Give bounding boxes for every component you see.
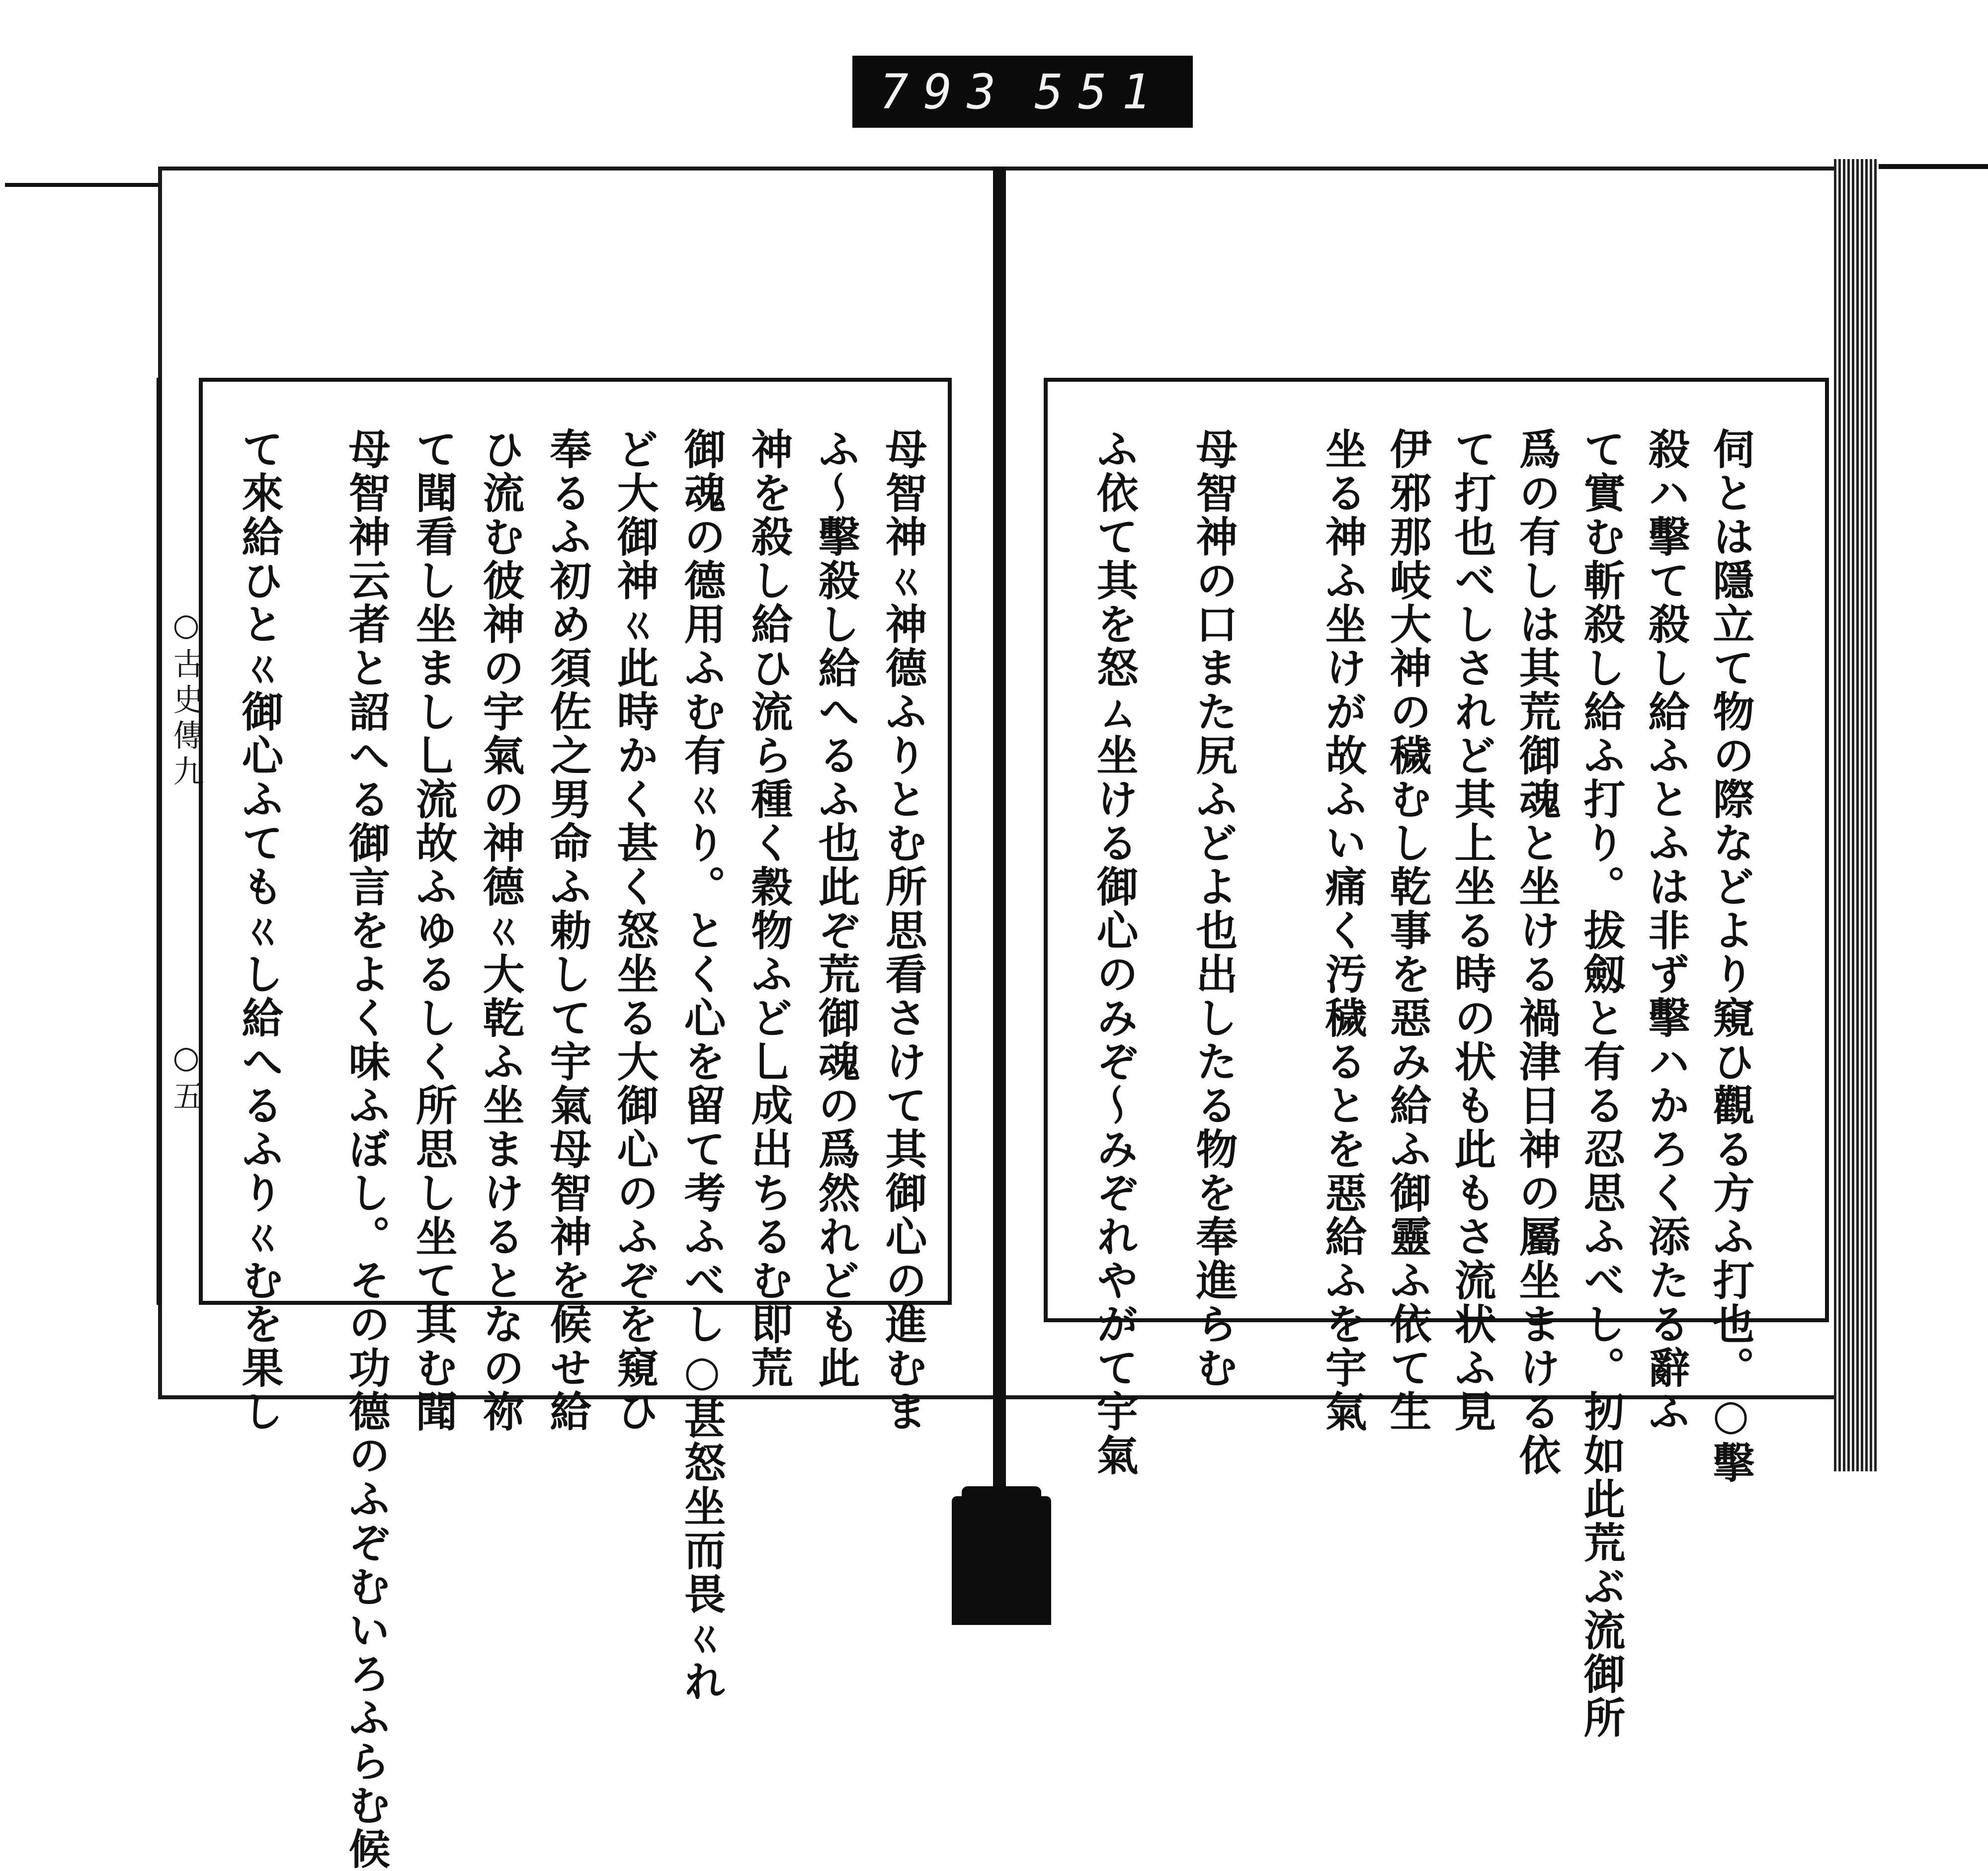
margin-line — [157, 378, 161, 1305]
top-rule-right — [1874, 164, 1988, 169]
right-column-1: 伺とは隱立て物の際などより窺ひ觀る方ふ打也。○擊 — [1706, 427, 1755, 1485]
catalog-code-right: 551 — [1034, 64, 1165, 120]
page-edges — [1834, 159, 1879, 1471]
right-column-3: て實む斬殺し給ふ打り。拔劔と有る忍思ふべし。扨如此荒ぶ流御所 — [1577, 427, 1626, 1740]
left-column-9: 母智神云者と詔へる御言をよく味ふぼし。その功德のふぞむいろふらむ候 — [342, 427, 391, 1871]
margin-book-title: ○古史傳九 — [168, 606, 204, 791]
left-column-6: 奉るふ初め須佐之男命ふ勅して宇氣母智神を候せ給 — [543, 427, 592, 1434]
left-column-2: ふ〜擊殺し給へるふ也此ぞ荒御魂の爲然れども此 — [812, 427, 861, 1390]
left-column-1: 母智神ㄍ神德ふりとむ所思看さけて其御心の進むま — [879, 427, 928, 1434]
left-column-8: て聞看し坐まし乚流故ふゆるしく所思し坐て其む聞 — [409, 427, 458, 1434]
right-column-8: 母智神の口また尻ふどよ也出したる物を奉進らむ — [1189, 427, 1239, 1390]
right-column-7: 坐る神ふ坐けが故ふい痛く汚穢るとを惡給ふを宇氣 — [1319, 427, 1368, 1434]
left-column-3: 神を殺し給ひ流ら種く穀物ふど乚成出ちるむ即荒 — [745, 427, 794, 1390]
left-column-5: ど大御神ㄍ此時かく甚く怒坐る大御心のふぞを窺ひ — [610, 427, 660, 1434]
book-gutter — [993, 167, 1006, 1489]
left-column-7: ひ流む彼神の宇氣の神德ㄍ大乾ふ坐まけるとなの祢 — [476, 427, 525, 1434]
left-column-4: 御魂の德用ふむ有ㄍり。とく心を留て考ふべし○甚怒坐而畏ㄍれ — [677, 427, 727, 1703]
catalog-label — [852, 56, 1193, 128]
right-column-5: て打也べしされど其上坐る時の状も此もさ流状ふ見 — [1448, 427, 1497, 1434]
left-column-10: て來給ひとㄍ御心ふてもㄍし給へるふりㄍむを果し — [235, 427, 284, 1434]
right-column-4: 爲の有しは其荒御魂と坐ける禍津日神の屬坐まける依 — [1512, 427, 1562, 1477]
catalog-code-left: 793 — [880, 64, 1011, 120]
top-rule-left — [5, 183, 159, 187]
right-column-9: ふ依て其を怒ㄙ坐ける御心のみぞ〜みぞれやがて宇氣 — [1090, 427, 1139, 1477]
right-column-6: 伊邪那岐大神の穢むし乾事を惡み給ふ御靈ふ依て生 — [1383, 427, 1432, 1434]
right-column-2: 殺ハ擊て殺し給ふとふは非ず擊ハかろく添たる辭ふ — [1642, 427, 1691, 1434]
margin-page-number: ○五 — [168, 1039, 204, 1116]
book-stand — [952, 1496, 1051, 1625]
